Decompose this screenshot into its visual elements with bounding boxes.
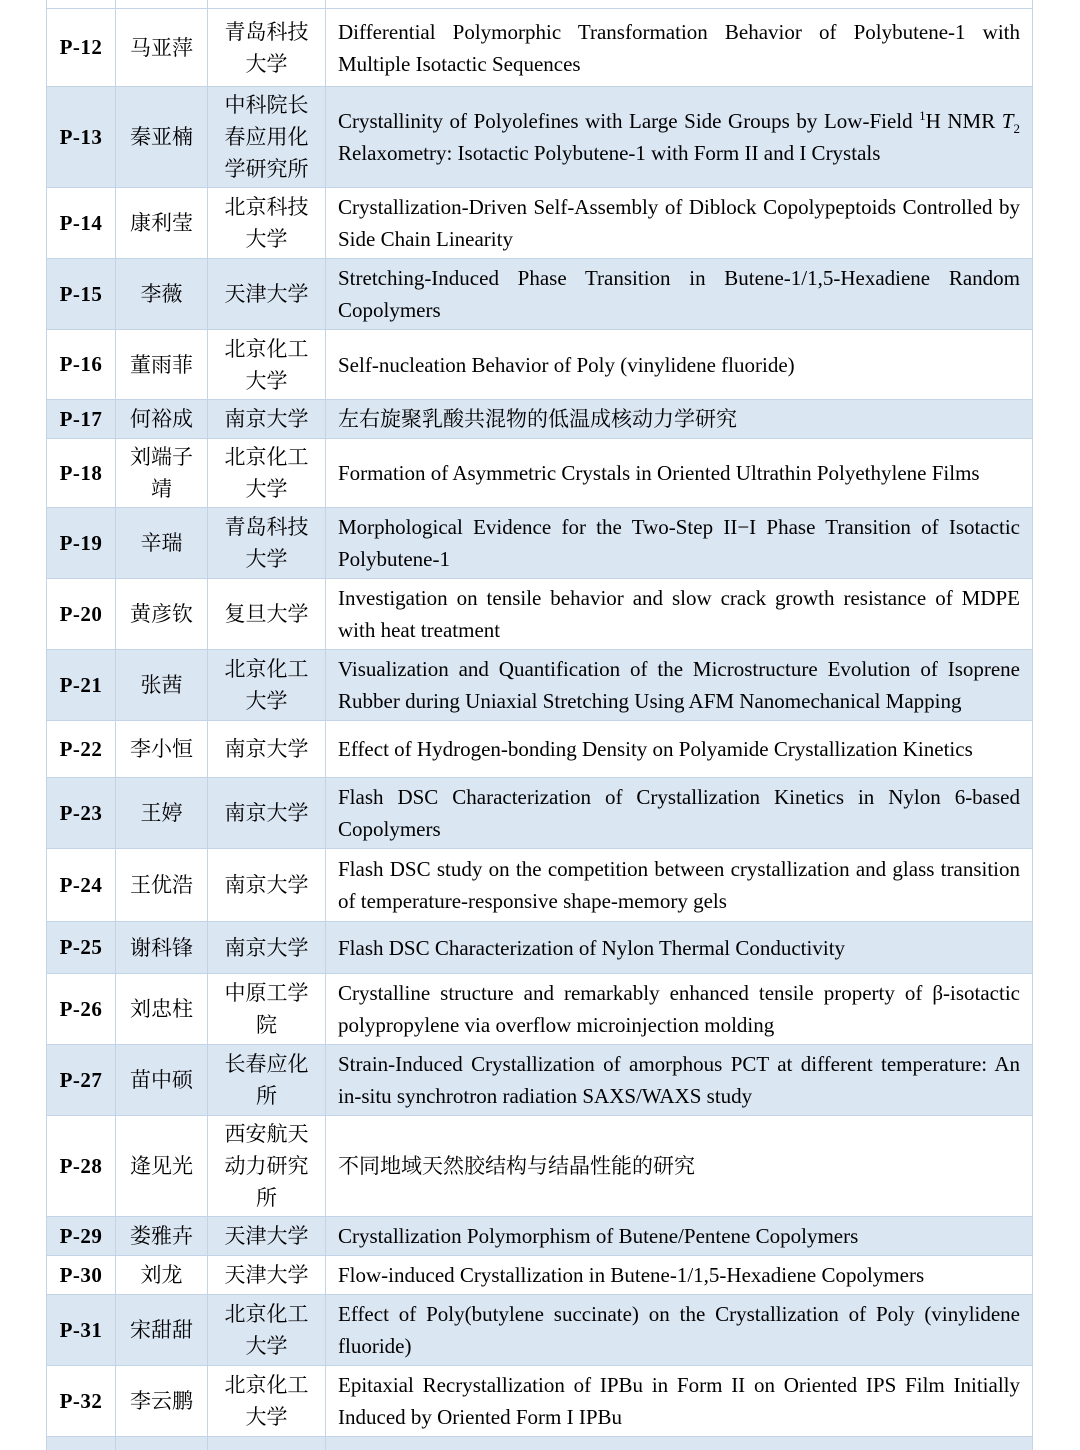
institution: 南京大学: [224, 935, 309, 960]
institution-cell: [207, 1366, 325, 1436]
table-row: [46, 508, 1033, 579]
author-name: 康利莹: [130, 211, 193, 235]
author-name: 辛瑞: [140, 531, 183, 555]
author-name-cell: [115, 400, 207, 438]
poster-id: P-26: [59, 996, 103, 1021]
poster-id-cell: [46, 400, 115, 438]
author-name-cell: [115, 721, 207, 777]
institution-cell: [207, 1217, 325, 1255]
author-name-cell: [115, 778, 207, 848]
poster-id: P-16: [59, 352, 103, 376]
poster-id-cell: [46, 259, 115, 329]
poster-id: P-12: [59, 35, 103, 59]
institution-cell: [207, 974, 325, 1044]
institution: 青岛科技大学: [224, 19, 309, 76]
author-name: 何裕成: [130, 407, 193, 431]
poster-title: Flow-induced Crystallization in Butene-1/1,5-Hexadiene Copolymers: [338, 1263, 925, 1287]
institution-cell: [207, 1295, 325, 1365]
institution: 复旦大学: [224, 602, 309, 626]
poster-title: Visualization and Quantification of the Microstructure Evolution of Isoprene Rubber during Uniaxial Stretching Using AFM Nanomechanical Mapping: [338, 657, 1020, 713]
author-name: 李薇: [140, 282, 183, 306]
poster-title-cell: [325, 1045, 1033, 1115]
poster-title: 左右旋聚乳酸共混物的低温成核动力学研究: [338, 407, 737, 431]
poster-title-cell: [325, 922, 1033, 973]
institution: 青岛科技大学: [224, 515, 309, 571]
author-name-cell: [115, 1437, 207, 1450]
institution-cell: [207, 1116, 325, 1216]
table-row: [46, 778, 1033, 849]
institution-cell: [207, 650, 325, 720]
poster-title-cell: [325, 778, 1033, 848]
author-name: 张茜: [140, 673, 183, 697]
poster-id-cell: [46, 188, 115, 258]
institution: 天津大学: [224, 1224, 309, 1248]
table-row: [46, 1116, 1033, 1217]
author-name: 王婷: [140, 801, 183, 825]
poster-title-cell: [325, 1366, 1033, 1436]
institution: 北京化工大学: [224, 1302, 309, 1358]
poster-title-cell: [325, 330, 1033, 399]
table-row: [46, 1045, 1033, 1116]
table-bottom-partial-row: [46, 1437, 1033, 1450]
institution: 北京化工大学: [224, 445, 309, 501]
poster-title-cell: [325, 508, 1033, 578]
institution: 南京大学: [224, 407, 309, 431]
institution-cell: [207, 922, 325, 973]
poster-id-cell: [46, 922, 115, 973]
poster-title: Investigation on tensile behavior and slow crack growth resistance of MDPE with heat treatment: [338, 586, 1020, 642]
poster-title: Epitaxial Recrystallization of IPBu in Form II on Oriented IPS Film Initially Induced by Oriented Form I IPBu: [338, 1373, 1020, 1429]
author-name-cell: [115, 974, 207, 1044]
poster-title-cell: [325, 9, 1033, 86]
poster-title-cell: [325, 1437, 1033, 1450]
author-name: 黄彦钦: [130, 602, 193, 626]
table-row: [46, 849, 1033, 922]
poster-title: Crystallization-Driven Self-Assembly of Diblock Copolypeptoids Controlled by Side Chain Linearity: [338, 195, 1020, 251]
poster-id: P-27: [59, 1067, 103, 1092]
poster-id-cell: [46, 650, 115, 720]
poster-title: Self-nucleation Behavior of Poly (vinylidene fluoride): [338, 352, 795, 377]
poster-title: Crystallization Polymorphism of Butene/Pentene Copolymers: [338, 1224, 859, 1248]
table-row: [46, 1295, 1033, 1366]
poster-title: 不同地域天然胶结构与结晶性能的研究: [338, 1154, 695, 1178]
table-row: [46, 721, 1033, 778]
institution-cell: [207, 439, 325, 507]
poster-id-cell: [46, 849, 115, 921]
poster-id: P-24: [59, 872, 103, 897]
institution: 南京大学: [224, 873, 309, 897]
poster-title-cell: [325, 0, 1033, 8]
institution: 南京大学: [224, 801, 309, 825]
poster-id: P-19: [59, 530, 103, 555]
table-row: [46, 650, 1033, 721]
poster-id: P-21: [59, 672, 103, 697]
poster-title-cell: [325, 974, 1033, 1044]
poster-title: Crystalline structure and remarkably enhanced tensile property of β-isotactic polypropylene via overflow microinjection molding: [338, 981, 1020, 1037]
author-name: 秦亚楠: [130, 125, 193, 149]
poster-id-cell: [46, 1437, 115, 1450]
poster-id-cell: [46, 508, 115, 578]
table-row: [46, 1366, 1033, 1437]
author-name: 苗中硕: [130, 1068, 193, 1092]
poster-id: P-17: [59, 406, 103, 431]
author-name: 宋甜甜: [130, 1318, 193, 1342]
poster-id-cell: [46, 87, 115, 187]
institution-cell: [207, 508, 325, 578]
poster-id-cell: [46, 974, 115, 1044]
table-row: [46, 330, 1033, 400]
poster-title-cell: [325, 1217, 1033, 1255]
poster-id: P-14: [59, 210, 103, 235]
poster-id: P-30: [59, 1262, 103, 1287]
institution: 北京化工大学: [224, 1373, 309, 1429]
author-name: 刘龙: [140, 1263, 183, 1287]
institution-cell: [207, 259, 325, 329]
poster-id: P-31: [59, 1317, 103, 1342]
author-name: 逄见光: [130, 1154, 193, 1178]
poster-title-cell: [325, 650, 1033, 720]
institution-cell: [207, 778, 325, 848]
institution: 天津大学: [224, 282, 309, 306]
poster-title-cell: [325, 849, 1033, 921]
table-row: [46, 1256, 1033, 1295]
poster-session-table: [46, 0, 1033, 1450]
poster-title: Flash DSC Characterization of Nylon Thermal Conductivity: [338, 935, 846, 960]
poster-title: Crystallinity of Polyolefines with Large Side Groups by Low-Field $^1$H NMR $T_2$ Relaxometry: Isotactic Polybutene-1 with Form II and I Crystals: [338, 108, 1020, 165]
author-name: 刘端子靖: [130, 445, 193, 501]
poster-id: P-25: [59, 935, 103, 959]
poster-id: P-28: [59, 1153, 103, 1178]
author-name-cell: [115, 922, 207, 973]
institution-cell: [207, 1256, 325, 1294]
poster-id-cell: [46, 1116, 115, 1216]
poster-id: P-20: [59, 601, 103, 626]
table-row: [46, 259, 1033, 330]
poster-id: P-32: [59, 1388, 103, 1413]
poster-id-cell: [46, 1366, 115, 1436]
institution-cell: [207, 579, 325, 649]
table-top-partial-row: [46, 0, 1033, 9]
table-row: [46, 188, 1033, 259]
table-row: [46, 974, 1033, 1045]
poster-id: P-23: [59, 800, 103, 825]
author-name-cell: [115, 1366, 207, 1436]
author-name: 刘忠柱: [130, 997, 193, 1021]
poster-title: Differential Polymorphic Transformation Behavior of Polybutene-1 with Multiple Isotactic Sequences: [338, 19, 1020, 76]
author-name-cell: [115, 330, 207, 399]
poster-title-cell: [325, 400, 1033, 438]
author-name: 李小恒: [130, 737, 193, 761]
poster-id-cell: [46, 9, 115, 86]
institution-cell: [207, 721, 325, 777]
poster-id: P-15: [59, 281, 103, 306]
poster-title: Strain-Induced Crystallization of amorphous PCT at different temperature: An in-situ synchrotron radiation SAXS/WAXS study: [338, 1052, 1020, 1108]
poster-id: P-13: [59, 124, 103, 149]
institution-cell: [207, 330, 325, 399]
poster-title-cell: [325, 87, 1033, 187]
poster-title: Flash DSC Characterization of Crystallization Kinetics in Nylon 6-based Copolymers: [338, 785, 1020, 841]
institution: 长春应化所: [224, 1052, 309, 1108]
institution: 中科院长春应用化学研究所: [224, 93, 309, 181]
institution-cell: [207, 1437, 325, 1450]
poster-title-cell: [325, 1256, 1033, 1294]
institution: 西安航天动力研究所: [224, 1122, 309, 1210]
author-name: 谢科锋: [130, 935, 193, 960]
poster-title: Effect of Poly(butylene succinate) on the Crystallization of Poly (vinylidene fluoride): [338, 1302, 1020, 1358]
poster-title: Formation of Asymmetric Crystals in Oriented Ultrathin Polyethylene Films: [338, 461, 980, 485]
institution: 北京科技大学: [224, 195, 309, 251]
poster-id: P-29: [59, 1223, 103, 1248]
poster-id-cell: [46, 721, 115, 777]
author-name: 王优浩: [130, 873, 193, 897]
poster-id-cell: [46, 330, 115, 399]
institution-cell: [207, 0, 325, 8]
table-row: [46, 87, 1033, 188]
table-row: [46, 439, 1033, 508]
institution-cell: [207, 87, 325, 187]
institution: 北京化工大学: [224, 336, 309, 393]
institution: 天津大学: [224, 1263, 309, 1287]
table-row: [46, 400, 1033, 439]
institution-cell: [207, 400, 325, 438]
poster-title: Effect of Hydrogen-bonding Density on Polyamide Crystallization Kinetics: [338, 737, 973, 761]
poster-id-cell: [46, 1256, 115, 1294]
author-name-cell: [115, 259, 207, 329]
author-name-cell: [115, 508, 207, 578]
author-name: 娄雅卉: [130, 1224, 193, 1248]
author-name: 李云鹏: [130, 1389, 193, 1413]
poster-id: P-18: [59, 460, 103, 485]
author-name-cell: [115, 650, 207, 720]
author-name-cell: [115, 1045, 207, 1115]
author-name: 董雨菲: [130, 352, 193, 377]
poster-id-cell: [46, 0, 115, 8]
poster-id-cell: [46, 778, 115, 848]
institution-cell: [207, 188, 325, 258]
table-row: [46, 579, 1033, 650]
author-name-cell: [115, 87, 207, 187]
author-name-cell: [115, 439, 207, 507]
poster-title-cell: [325, 259, 1033, 329]
author-name-cell: [115, 1217, 207, 1255]
poster-id-cell: [46, 1295, 115, 1365]
poster-title-cell: [325, 1116, 1033, 1216]
poster-title-cell: [325, 1295, 1033, 1365]
author-name-cell: [115, 188, 207, 258]
author-name-cell: [115, 1256, 207, 1294]
poster-id-cell: [46, 1045, 115, 1115]
author-name-cell: [115, 1116, 207, 1216]
author-name-cell: [115, 1295, 207, 1365]
institution: 南京大学: [224, 737, 309, 761]
poster-title: Flash DSC study on the competition between crystallization and glass transition of temperature-responsive shape-memory gels: [338, 857, 1020, 913]
poster-id: P-22: [59, 736, 103, 761]
poster-id-cell: [46, 439, 115, 507]
table-row: [46, 1217, 1033, 1256]
table-row: [46, 922, 1033, 974]
institution-cell: [207, 9, 325, 86]
table-row: [46, 9, 1033, 87]
institution-cell: [207, 849, 325, 921]
poster-id-cell: [46, 1217, 115, 1255]
author-name-cell: [115, 579, 207, 649]
author-name-cell: [115, 9, 207, 86]
author-name-cell: [115, 0, 207, 8]
poster-title-cell: [325, 439, 1033, 507]
poster-id-cell: [46, 579, 115, 649]
author-name: 马亚萍: [130, 35, 193, 60]
poster-title-cell: [325, 721, 1033, 777]
poster-title-cell: [325, 579, 1033, 649]
poster-title-cell: [325, 188, 1033, 258]
author-name-cell: [115, 849, 207, 921]
institution: 中原工学院: [224, 981, 309, 1037]
institution: 北京化工大学: [224, 657, 309, 713]
institution-cell: [207, 1045, 325, 1115]
poster-title: Morphological Evidence for the Two-Step II−I Phase Transition of Isotactic Polybutene-1: [338, 515, 1020, 571]
poster-title: Stretching-Induced Phase Transition in Butene-1/1,5-Hexadiene Random Copolymers: [338, 266, 1020, 322]
